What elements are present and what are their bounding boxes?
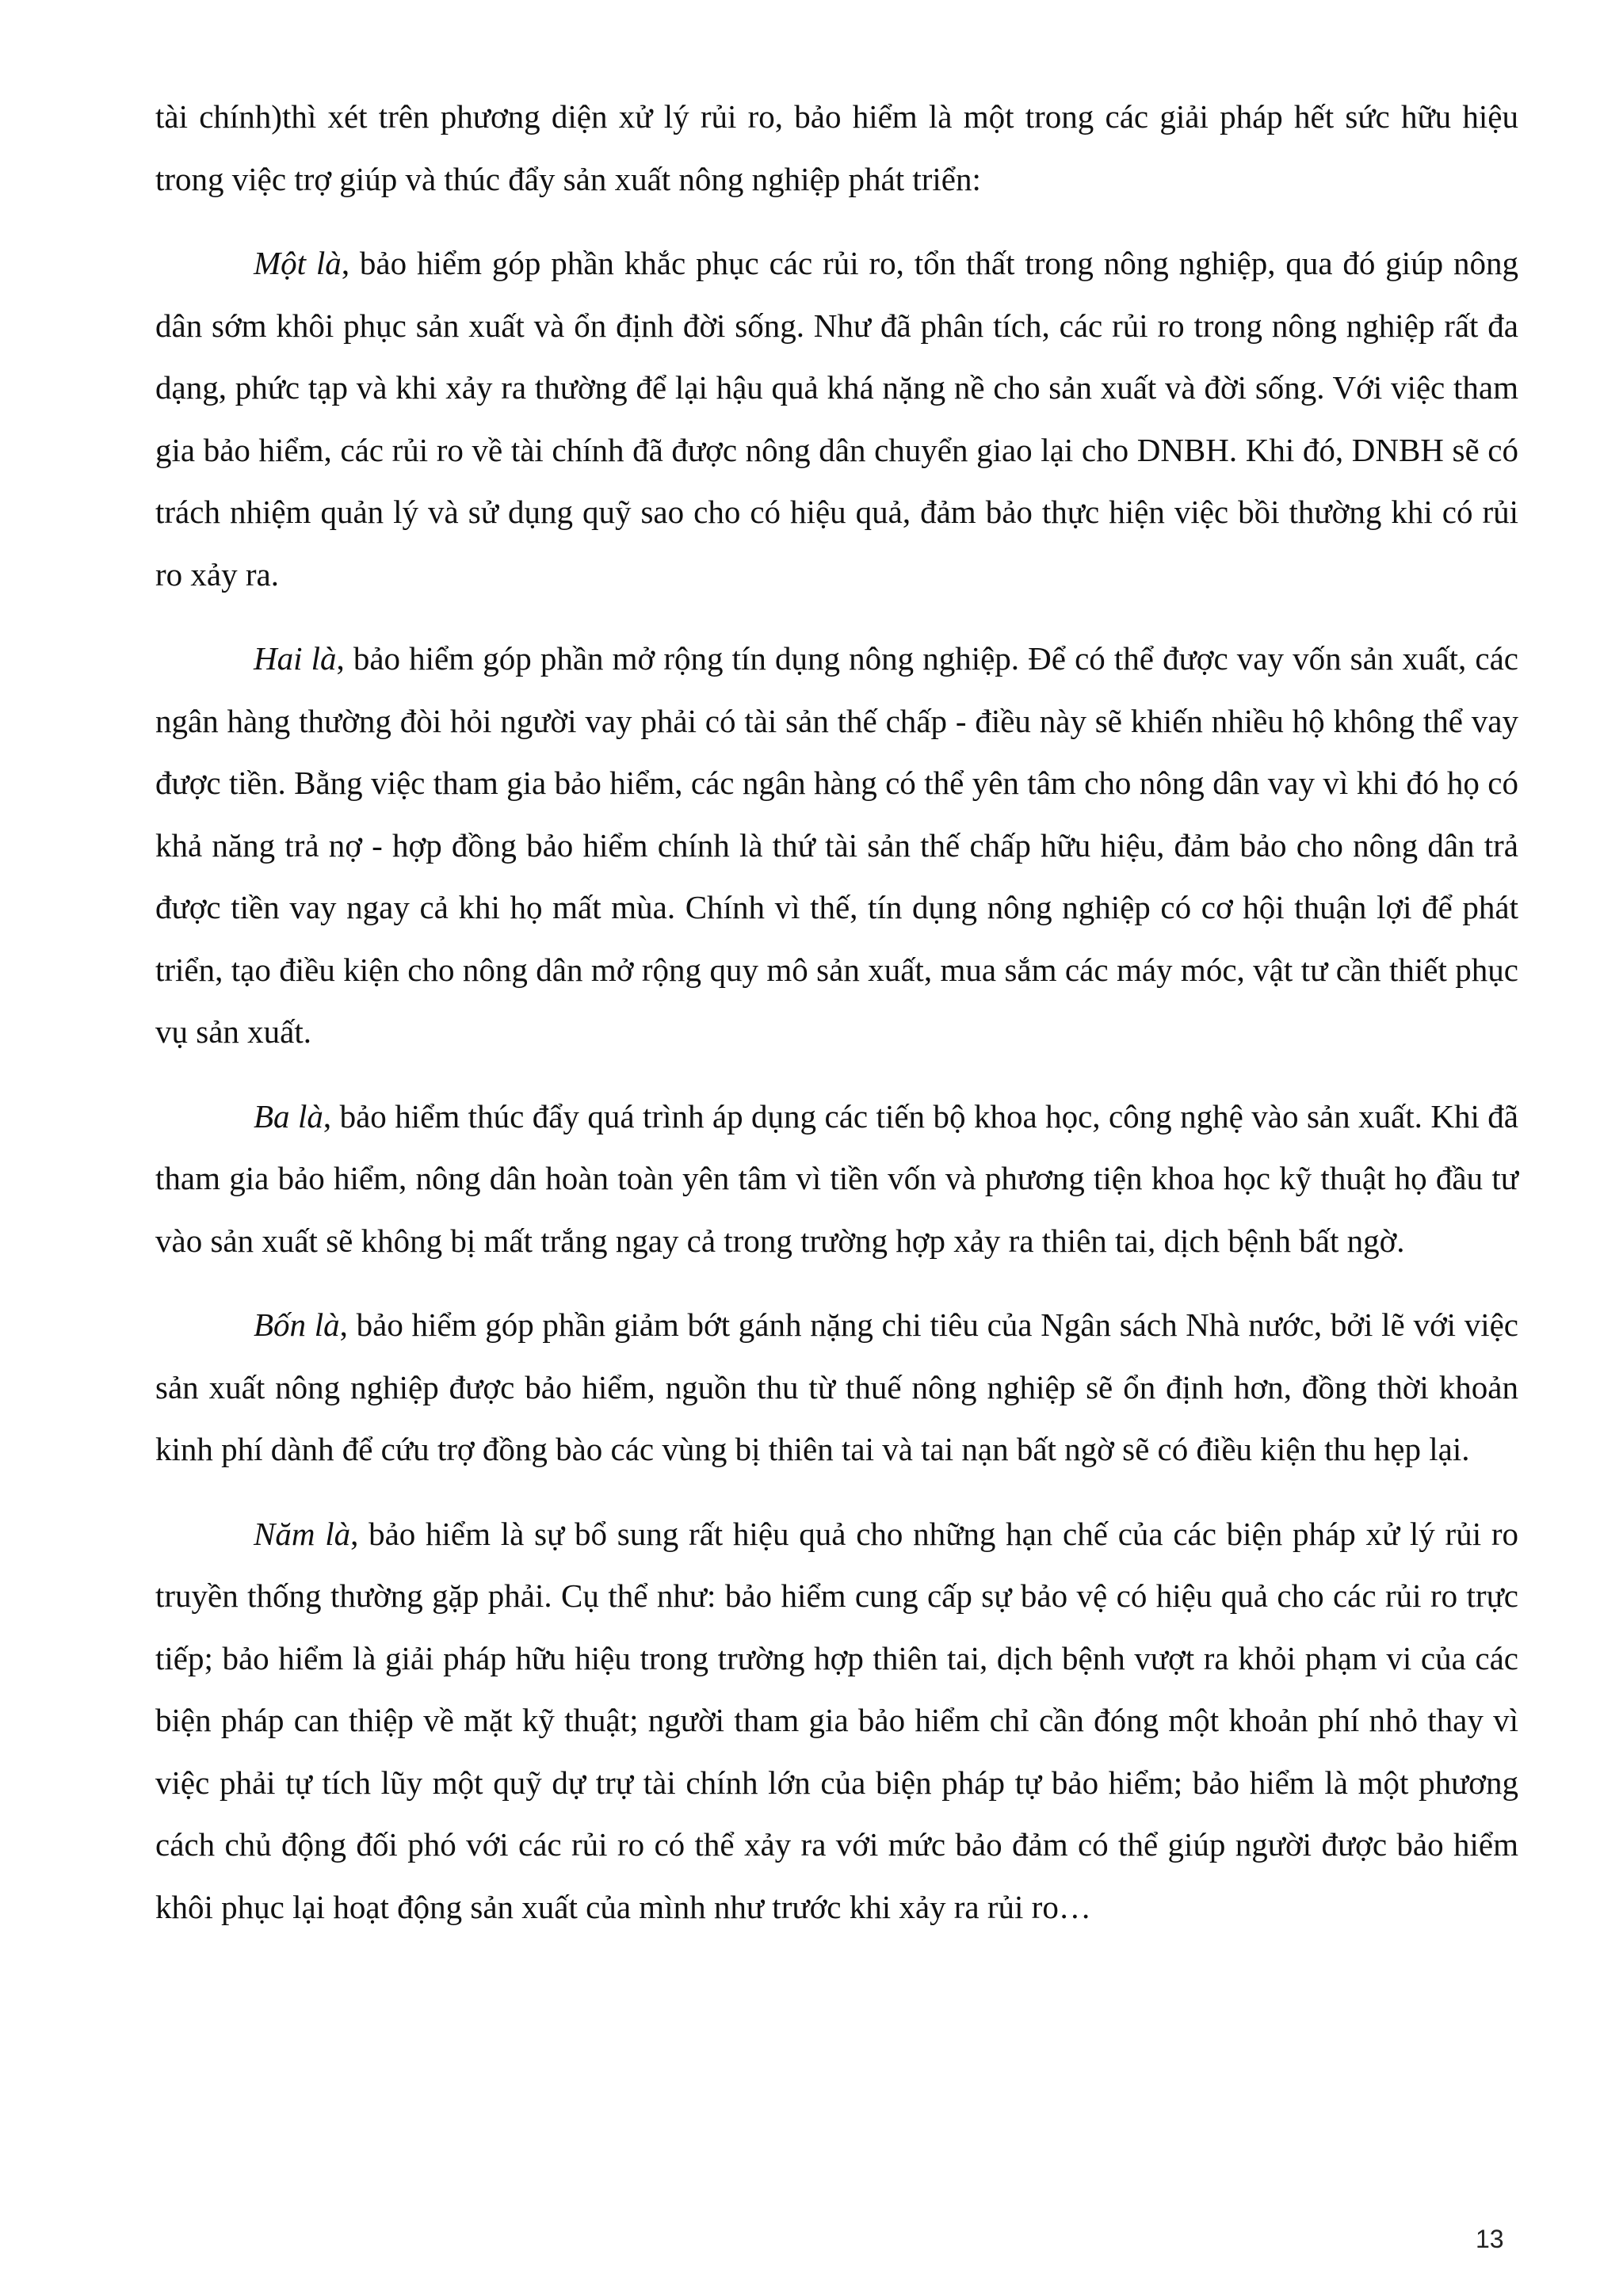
- paragraph-intro: [155, 86, 1518, 210]
- paragraph-lead: Bốn là: [254, 1306, 340, 1343]
- paragraph-text: , bảo hiểm thúc đẩy quá trình áp dụng các tiến bộ khoa học, công nghệ vào sản xuất. Khi đã tham gia bảo hiểm, nông dân hoàn toàn yên tâm vì tiền vốn và phương tiện khoa học kỹ thuật họ đầu tư vào sản xuất sẽ không bị mất trắng ngay cả trong trường hợp xảy ra thiên tai, dịch bệnh bất ngờ.: [155, 1097, 1518, 1259]
- paragraph-bon-la: [155, 1294, 1518, 1481]
- paragraph-text: , bảo hiểm góp phần mở rộng tín dụng nông nghiệp. Để có thể được vay vốn sản xuất, các ngân hàng thường đòi hỏi người vay phải có tài sản thế chấp - điều này sẽ khiến nhiều hộ không thể vay được tiền. Bằng việc tham gia bảo hiểm, các ngân hàng có thể yên tâm cho nông dân vay vì khi đó họ có khả năng trả nợ - hợp đồng bảo hiểm chính là thứ tài sản thế chấp hữu hiệu, đảm bảo cho nông dân trả được tiền vay ngay cả khi họ mất mùa. Chính vì thế, tín dụng nông nghiệp có cơ hội thuận lợi để phát triển, tạo điều kiện cho nông dân mở rộng quy mô sản xuất, mua sắm các máy móc, vật tư cần thiết phục vụ sản xuất.: [155, 640, 1518, 1050]
- paragraph-text: tài chính)thì xét trên phương diện xử lý rủi ro, bảo hiểm là một trong các giải pháp hết sức hữu hiệu trong việc trợ giúp và thúc đẩy sản xuất nông nghiệp phát triển:: [155, 98, 1518, 197]
- paragraph-lead: Năm là: [254, 1515, 351, 1552]
- paragraph-text: , bảo hiểm góp phần giảm bớt gánh nặng chi tiêu của Ngân sách Nhà nước, bởi lẽ với việc sản xuất nông nghiệp được bảo hiểm, nguồn thu từ thuế nông nghiệp sẽ ổn định hơn, đồng thời khoản kinh phí dành để cứu trợ đồng bào các vùng bị thiên tai và tai nạn bất ngờ sẽ có điều kiện thu hẹp lại.: [155, 1306, 1519, 1467]
- paragraph-ba-la: [155, 1085, 1518, 1272]
- paragraph-text: , bảo hiểm là sự bổ sung rất hiệu quả cho những hạn chế của các biện pháp xử lý rủi ro truyền thống thường gặp phải. Cụ thể như: bảo hiểm cung cấp sự bảo vệ có hiệu quả cho các rủi ro trực tiếp; bảo hiểm là giải pháp hữu hiệu trong trường hợp thiên tai, dịch bệnh vượt ra khỏi phạm vi của các biện pháp can thiệp về mặt kỹ thuật; người tham gia bảo hiểm chỉ cần đóng một khoản phí nhỏ thay vì việc phải tự tích lũy một quỹ dự trự tài chính lớn của biện pháp tự bảo hiểm; bảo hiểm là một phương cách chủ động đối phó với các rủi ro có thể xảy ra với mức bảo đảm có thể giúp người được bảo hiểm khôi phục lại hoạt động sản xuất của mình như trước khi xảy ra rủi ro…: [155, 1515, 1518, 1925]
- page-number: 13: [1476, 2225, 1504, 2253]
- paragraph-lead: Hai là: [254, 640, 337, 677]
- document-body: [155, 86, 1518, 1938]
- paragraph-text: , bảo hiểm góp phần khắc phục các rủi ro, tổn thất trong nông nghiệp, qua đó giúp nông dân sớm khôi phục sản xuất và ổn định đời sống. Như đã phân tích, các rủi ro trong nông nghiệp rất đa dạng, phức tạp và khi xảy ra thường để lại hậu quả khá nặng nề cho sản xuất và đời sống. Với việc tham gia bảo hiểm, các rủi ro về tài chính đã được nông dân chuyển giao lại cho DNBH. Khi đó, DNBH sẽ có trách nhiệm quản lý và sử dụng quỹ sao cho có hiệu quả, đảm bảo thực hiện việc bồi thường khi có rủi ro xảy ra.: [155, 245, 1519, 593]
- paragraph-mot-la: [155, 232, 1518, 605]
- paragraph-lead: Ba là: [254, 1097, 323, 1135]
- paragraph-lead: Một là: [254, 245, 342, 281]
- paragraph-hai-la: [155, 627, 1518, 1063]
- paragraph-nam-la: [155, 1503, 1518, 1939]
